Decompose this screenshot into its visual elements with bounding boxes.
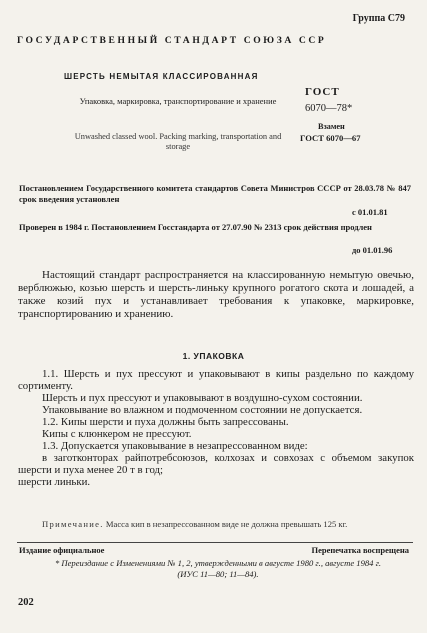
paragraph: 1.3. Допускается упаковывание в незапрессованном виде: xyxy=(42,440,308,452)
intro-paragraph: Настоящий стандарт распространяется на классированную немытую овечью, верблюжью, козью шерсть и шерсть-линьку крупного рогатого скота и лошадей, а также козий пух и устанавливает требования к упаковке, маркировке, транспортированию и хранению. xyxy=(18,269,414,320)
footer-divider xyxy=(17,542,413,543)
group-code: Группа С79 xyxy=(352,13,405,24)
document-title: ШЕРСТЬ НЕМЫТАЯ КЛАССИРОВАННАЯ xyxy=(64,72,259,81)
paragraph: шерсти линьки. xyxy=(18,476,91,488)
paragraph: Упаковывание во влажном и подмоченном состоянии не допускается. xyxy=(42,404,363,416)
gost-number: 6070—78* xyxy=(305,103,353,114)
section-body xyxy=(18,368,414,488)
document-subtitle-en: Unwashed classed wool. Packing marking, transportation and storage xyxy=(74,132,282,151)
state-standard-heading: ГОСУДАРСТВЕННЫЙ СТАНДАРТ СОЮЗА ССР xyxy=(17,35,327,46)
replaces-label: Взамен xyxy=(318,122,345,131)
paragraph: 1.1. Шерсть и пух прессуют и упаковывают в кипы раздельно по каждому сортименту. xyxy=(18,368,414,392)
reissue-footnote: * Переиздание с Изменениями № 1, 2, утвержденными в августе 1980 г., августе 1984 г. (ИУС 11—80; 11—84). xyxy=(54,558,382,579)
effective-date: с 01.01.81 xyxy=(352,207,388,217)
decree-text: Постановлением Государственного комитета стандартов Совета Министров СССР от 28.03.78 № 847 срок введения установлен xyxy=(19,183,411,204)
gost-label: ГОСТ xyxy=(305,86,340,98)
note xyxy=(18,519,414,529)
note-label: Примечание. xyxy=(42,519,104,529)
paragraph: 1.2. Кипы шерсти и пуха должны быть запрессованы. xyxy=(42,416,289,428)
replaces-number: ГОСТ 6070—67 xyxy=(300,133,361,143)
reprint-notice: Перепечатка воспрещена xyxy=(311,545,409,555)
paragraph: Кипы с клюнкером не прессуют. xyxy=(42,428,192,440)
section-heading: 1. УПАКОВКА xyxy=(182,351,245,361)
document-subtitle-ru: Упаковка, маркировка, транспортирование и хранение xyxy=(79,96,277,106)
note-text: Масса кип в незапрессованном виде не должна превышать 125 кг. xyxy=(105,519,348,529)
extended-date: до 01.01.96 xyxy=(352,245,393,255)
official-edition: Издание официальное xyxy=(19,545,105,555)
check-text: Проверен в 1984 г. Постановлением Госстандарта от 27.07.90 № 2313 срок действия продлен xyxy=(19,222,372,232)
paragraph: в заготконторах райпотребсоюзов, колхозах и совхозах с объемом закупок шерсти и пуха менее 20 т в год; xyxy=(18,452,414,476)
paragraph: Шерсть и пух прессуют и упаковывают в воздушно-сухом состоянии. xyxy=(42,392,363,404)
page-number: 202 xyxy=(18,597,34,608)
